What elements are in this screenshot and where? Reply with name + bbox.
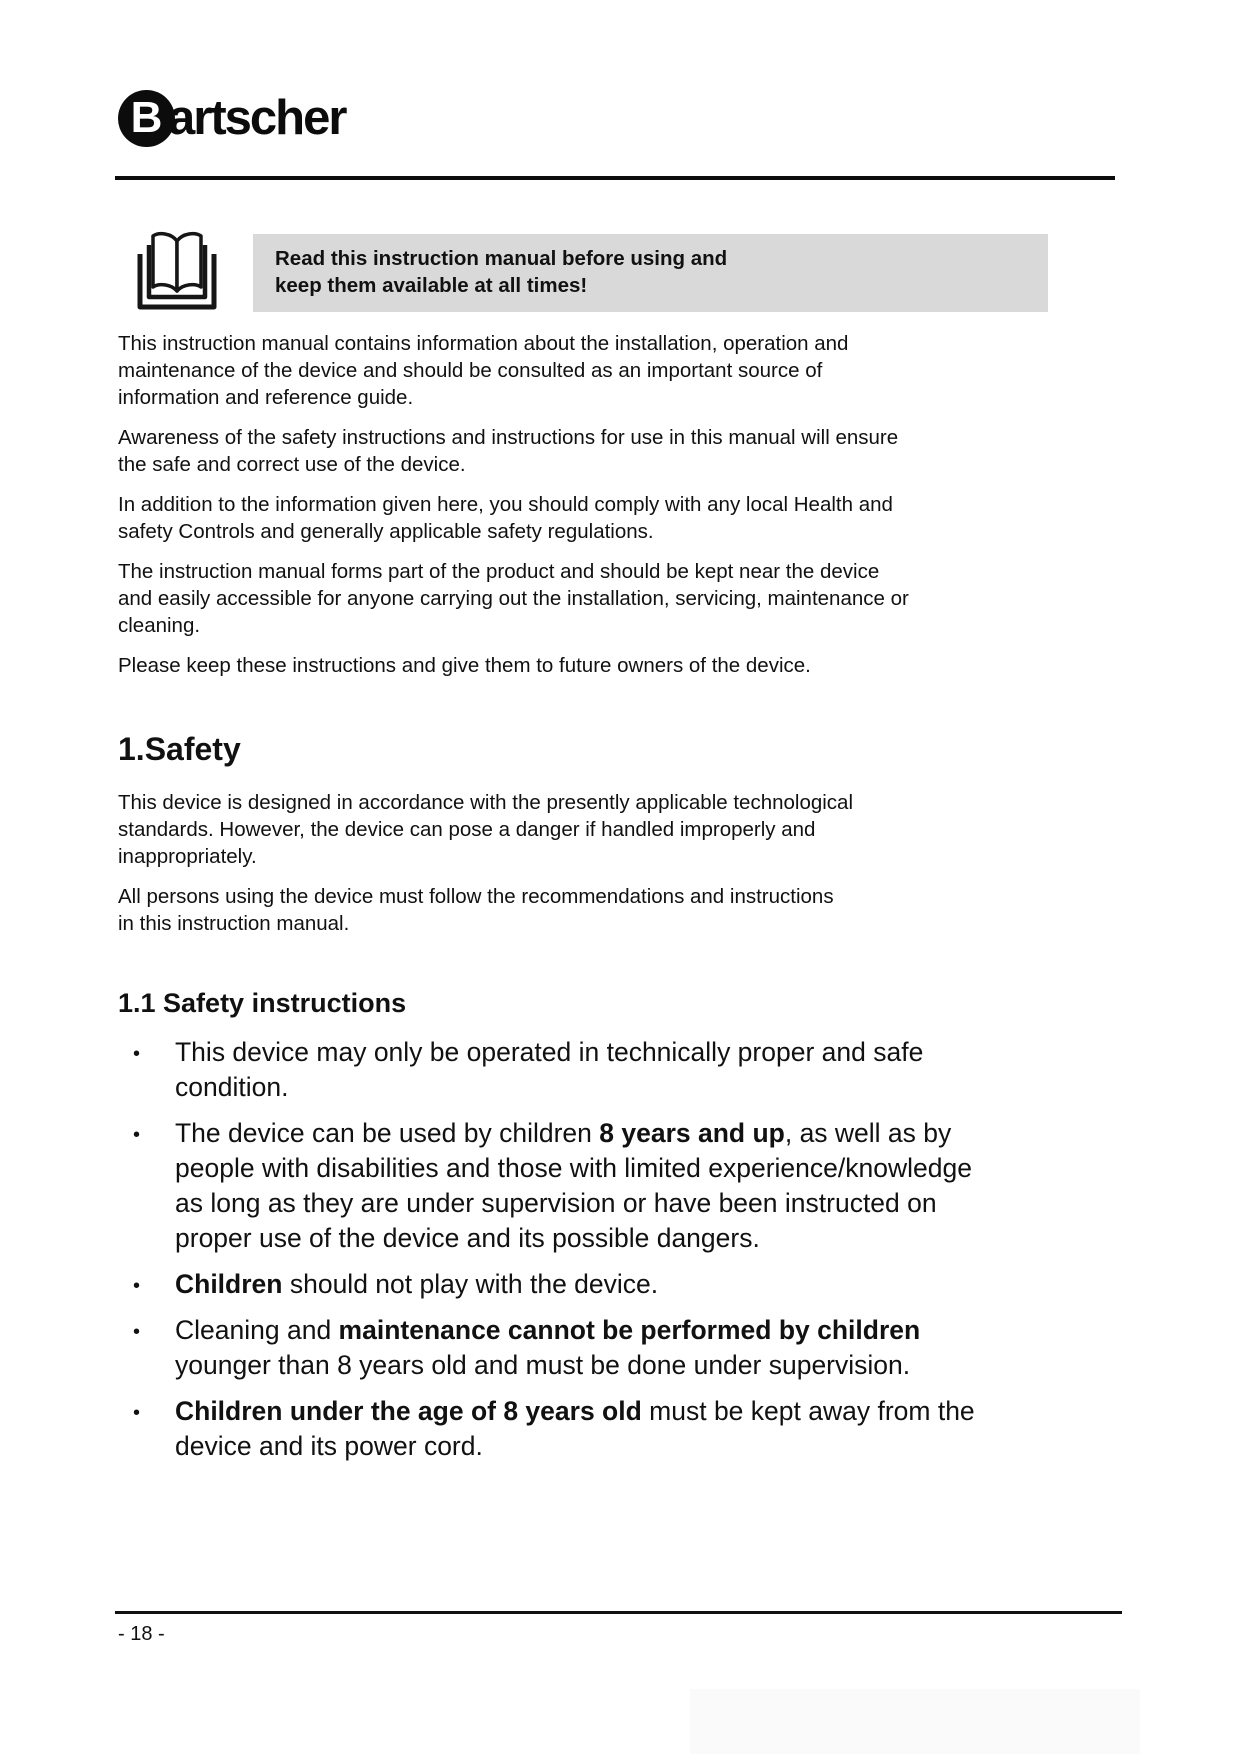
section-paragraph: This device is designed in accordance with the presently applicable technological standards. However, the device can pose a danger if handled improperly and inappropriately.: [118, 791, 854, 868]
list-item: [118, 1267, 1124, 1302]
list-item-text: Children under the age of 8 years old must be kept away from the device and its power cord.: [175, 1396, 975, 1461]
page-content: [118, 88, 1124, 1475]
brand-logo-initial: B: [130, 93, 163, 142]
section-paragraph: All persons using the device must follow the recommendations and instructions in this instruction manual.: [118, 885, 834, 935]
page-number: - 18 -: [118, 1623, 165, 1645]
notice-text: Read this instruction manual before using and keep them available at all times!: [275, 247, 728, 297]
brand-logo-mark: [118, 90, 175, 147]
list-item-text: The device can be used by children 8 years and up, as well as by people with disabilities and those with limited experience/knowledge as long as they are under supervision or have been instructed on proper use of the device and its possible dangers.: [175, 1118, 972, 1253]
list-item-text: This device may only be operated in technically proper and safe condition.: [175, 1037, 924, 1102]
section-heading-safety: 1.Safety: [118, 731, 241, 767]
brand-logo-text: artscher: [168, 90, 346, 145]
list-item: [118, 1116, 1124, 1256]
list-item: [118, 1394, 1124, 1464]
list-item-text: Cleaning and maintenance cannot be performed by children younger than 8 years old and must be done under supervision.: [175, 1315, 921, 1380]
list-item-text: Children should not play with the device.: [175, 1269, 659, 1299]
bullet-icon: •: [133, 1124, 141, 1146]
bullet-icon: •: [133, 1402, 141, 1424]
intro-paragraph: Please keep these instructions and give them to future owners of the device.: [118, 654, 811, 677]
footer-rule: [115, 1611, 1122, 1614]
notice-box: [253, 234, 1048, 312]
bullet-icon: •: [133, 1043, 141, 1065]
list-item: [118, 1035, 1124, 1105]
intro-paragraph: In addition to the information given here, you should comply with any local Health and safety Controls and generally applicable safety regulations.: [118, 493, 893, 543]
open-book-icon: [132, 224, 222, 314]
intro-paragraph: The instruction manual forms part of the product and should be kept near the device and easily accessible for anyone carrying out the installation, servicing, maintenance or cleaning.: [118, 560, 909, 637]
intro-paragraph: Awareness of the safety instructions and instructions for use in this manual will ensure the safe and correct use of the device.: [118, 426, 899, 476]
list-item: [118, 1313, 1124, 1383]
notice-row: [118, 234, 1124, 314]
footer-shade: [690, 1689, 1140, 1754]
intro-paragraph: This instruction manual contains information about the installation, operation and maintenance of the device and should be consulted as an important source of information and reference guide.: [118, 332, 849, 409]
brand-logo: [118, 88, 1124, 148]
header-rule: [115, 176, 1115, 180]
bullet-icon: •: [133, 1275, 141, 1297]
bullet-icon: •: [133, 1321, 141, 1343]
subsection-heading-safety-instructions: 1.1 Safety instructions: [118, 988, 407, 1018]
safety-instructions-list: [118, 1035, 1124, 1464]
